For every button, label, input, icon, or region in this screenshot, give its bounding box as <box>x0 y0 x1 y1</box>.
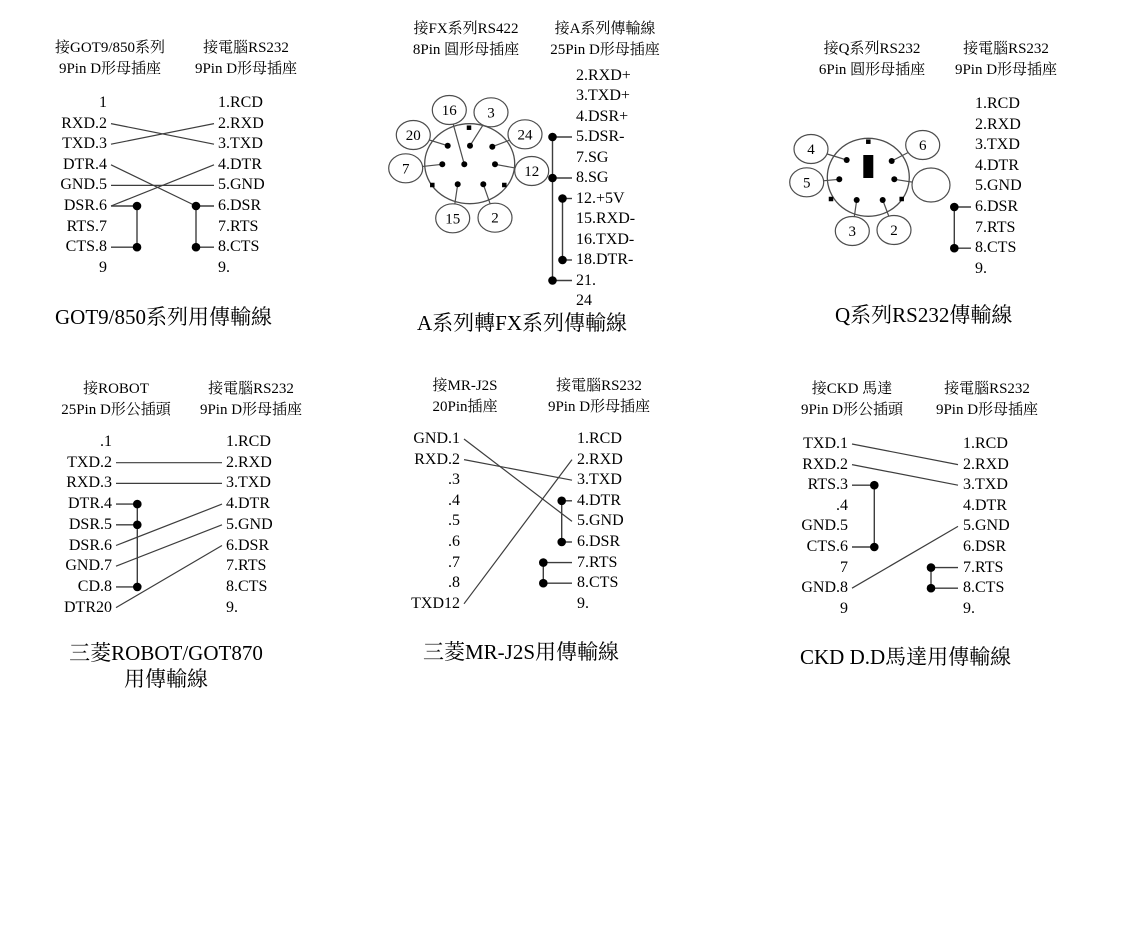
wire-mrj2s <box>464 460 572 604</box>
pin-label-left-got850: GND.5 <box>60 176 107 194</box>
junction-dot-mrj2s <box>539 579 548 588</box>
junction-dot-got850 <box>192 243 201 252</box>
pin-label-right-q232: 5.GND <box>975 177 1022 195</box>
key-square-q232 <box>866 139 871 144</box>
junction-dot-robot <box>133 500 142 509</box>
pin-label-left-ckd: 9 <box>840 599 848 617</box>
key-square-a2fx <box>467 125 472 130</box>
right-header-a2fx: 25Pin D形母插座 <box>550 42 660 58</box>
pin-bubble-label-a2fx: 24 <box>517 127 533 144</box>
pin-label-left-robot: CD.8 <box>77 577 112 595</box>
connector-pin-q232 <box>889 158 895 164</box>
pin-label-left-mrj2s: .7 <box>448 553 460 571</box>
caption-mrj2s: 三菱MR-J2S用傳輸線 <box>423 640 620 664</box>
junction-dot-ckd <box>927 563 936 572</box>
pin-label-right-robot: 4.DTR <box>226 495 270 513</box>
connector-key-q232 <box>863 155 873 178</box>
pin-label-right-got850: 8.CTS <box>218 238 260 256</box>
junction-dot-got850 <box>133 202 142 211</box>
pin-label-left-robot: GND.7 <box>65 557 112 575</box>
pin-label-right-ckd: 9. <box>963 599 975 617</box>
pin-label-right-a2fx: 24 <box>576 292 592 309</box>
pin-bubble-label-a2fx: 15 <box>445 211 461 228</box>
junction-dot-got850 <box>133 243 142 252</box>
connector-pin-q232 <box>891 176 897 182</box>
connector-pin-a2fx <box>461 161 467 167</box>
pin-label-right-mrj2s: 4.DTR <box>577 491 621 509</box>
pin-label-right-robot: 5.GND <box>226 515 273 533</box>
caption-robot: 用傳輸線 <box>124 667 208 691</box>
pin-label-left-ckd: RXD.2 <box>802 455 848 473</box>
pin-label-right-a2fx: 2.RXD+ <box>576 66 631 84</box>
caption-got850: GOT9/850系列用傳輸線 <box>55 305 272 329</box>
pin-label-right-ckd: 8.CTS <box>963 579 1005 597</box>
pin-label-right-a2fx: 18.DTR- <box>576 251 634 268</box>
pin-label-right-q232: 1.RCD <box>975 95 1020 112</box>
left-header-got850: 9Pin D形母插座 <box>58 61 162 77</box>
key-square-q232 <box>899 197 904 202</box>
pin-label-right-a2fx: 12.+5V <box>576 189 625 207</box>
right-header-ckd: 9Pin D形母插座 <box>935 402 1039 418</box>
right-header-ckd: 接電腦RS232 <box>944 381 1030 397</box>
pin-label-left-robot: .1 <box>100 433 112 450</box>
connector-pin-a2fx <box>467 143 473 149</box>
wire-mrj2s <box>464 460 572 481</box>
pin-label-left-got850: 9 <box>99 258 107 276</box>
pin-label-right-mrj2s: 7.RTS <box>577 553 618 571</box>
junction-dot-ckd <box>927 584 936 593</box>
connector-pin-a2fx <box>445 143 451 149</box>
pin-label-right-q232: 7.RTS <box>975 218 1016 236</box>
pin-label-left-robot: DSR.6 <box>68 536 112 554</box>
pin-label-right-robot: 2.RXD <box>226 453 272 471</box>
junction-dot-ckd <box>870 543 879 552</box>
connector-pin-a2fx <box>480 181 486 187</box>
junction-dot-got850 <box>192 202 201 211</box>
pin-label-left-robot: TXD.2 <box>67 453 112 471</box>
pin-label-left-got850: TXD.3 <box>62 135 107 153</box>
wire-mrj2s <box>464 439 572 521</box>
pin-label-left-ckd: 7 <box>840 558 848 576</box>
key-square-q232 <box>829 197 834 202</box>
pin-label-left-ckd: CTS.6 <box>806 538 848 555</box>
pin-label-right-mrj2s: 6.DSR <box>577 533 621 550</box>
pin-label-right-mrj2s: 2.RXD <box>577 450 623 468</box>
left-header-a2fx: 8Pin 圓形母插座 <box>412 42 520 58</box>
left-header-ckd: 接CKD 馬達 <box>811 381 893 397</box>
pin-label-right-robot: 8.CTS <box>226 577 268 595</box>
right-header-q232: 接電腦RS232 <box>963 41 1049 57</box>
left-header-a2fx: 接FX系列RS422 <box>413 21 519 37</box>
pin-label-right-mrj2s: 1.RCD <box>577 430 622 447</box>
pin-label-right-got850: 3.TXD <box>218 135 263 153</box>
pin-label-right-q232: 3.TXD <box>975 136 1020 154</box>
pin-label-right-got850: 9. <box>218 258 230 276</box>
connector-pin-a2fx <box>455 181 461 187</box>
pin-label-right-mrj2s: 3.TXD <box>577 471 622 489</box>
pin-label-right-q232: 8.CTS <box>975 239 1017 257</box>
pin-label-left-ckd: GND.8 <box>801 579 848 597</box>
connector-pin-a2fx <box>492 161 498 167</box>
pin-label-left-robot: DSR.5 <box>68 515 112 533</box>
pin-label-right-ckd: 4.DTR <box>963 496 1007 514</box>
junction-dot-a2fx <box>548 276 557 285</box>
right-header-mrj2s: 9Pin D形母插座 <box>547 399 651 415</box>
pin-label-left-got850: RXD.2 <box>61 114 107 132</box>
pin-label-right-a2fx: 7.SG <box>576 148 609 166</box>
pin-label-right-q232: 9. <box>975 259 987 277</box>
pin-label-left-got850: RTS.7 <box>66 217 107 235</box>
pin-label-right-robot: 6.DSR <box>226 536 270 554</box>
pin-label-right-ckd: 5.GND <box>963 517 1010 535</box>
pin-label-left-ckd: TXD.1 <box>803 435 848 452</box>
pin-label-left-got850: DTR.4 <box>63 155 107 173</box>
pin-label-right-mrj2s: 5.GND <box>577 512 624 530</box>
wire-ckd <box>852 444 958 465</box>
junction-dot-a2fx <box>548 133 557 142</box>
pin-bubble-label-q232: 5 <box>802 175 811 192</box>
wire-ckd <box>852 465 958 486</box>
pin-label-left-mrj2s: .3 <box>448 471 460 489</box>
pin-label-left-ckd: RTS.3 <box>807 476 848 494</box>
left-header-robot: 接ROBOT <box>83 381 149 397</box>
connector-pin-a2fx <box>489 144 495 150</box>
left-header-robot: 25Pin D形公插頭 <box>61 402 171 418</box>
pin-label-left-mrj2s: .4 <box>448 491 460 509</box>
pin-label-left-mrj2s: GND.1 <box>413 430 460 447</box>
pin-label-right-q232: 2.RXD <box>975 115 1021 133</box>
junction-dot-a2fx <box>558 194 567 203</box>
left-header-mrj2s: 接MR-J2S <box>432 378 498 394</box>
pin-bubble-label-q232: 6 <box>918 138 927 154</box>
wire-robot <box>116 546 222 608</box>
wire-robot <box>116 525 222 566</box>
pin-label-right-got850: 2.RXD <box>218 114 264 132</box>
pin-bubble-label-q232: 4 <box>807 142 815 158</box>
pin-label-right-q232: 4.DTR <box>975 156 1019 174</box>
pin-label-right-mrj2s: 8.CTS <box>577 574 619 592</box>
connector-pin-q232 <box>854 197 860 203</box>
pin-label-right-robot: 7.RTS <box>226 557 267 575</box>
left-header-q232: 接Q系列RS232 <box>823 41 921 57</box>
junction-dot-mrj2s <box>539 558 548 567</box>
pin-bubble-label-q232: 3 <box>848 224 857 240</box>
pin-label-left-ckd: GND.5 <box>801 517 848 535</box>
pin-label-right-robot: 3.TXD <box>226 474 271 492</box>
junction-dot-a2fx <box>558 256 567 265</box>
pin-bubble-label-a2fx: 12 <box>524 164 540 180</box>
pin-label-right-q232: 6.DSR <box>975 198 1019 215</box>
left-header-mrj2s: 20Pin插座 <box>432 399 498 415</box>
right-header-robot: 9Pin D形母插座 <box>199 402 303 418</box>
junction-dot-a2fx <box>548 174 557 183</box>
right-header-robot: 接電腦RS232 <box>208 381 294 397</box>
pin-label-left-robot: DTR.4 <box>68 495 112 513</box>
right-header-got850: 9Pin D形母插座 <box>194 61 298 77</box>
pin-label-right-got850: 4.DTR <box>218 155 262 173</box>
right-header-a2fx: 接A系列傳輸線 <box>554 21 656 37</box>
pin-label-left-robot: DTR20 <box>64 598 112 616</box>
pin-label-right-got850: 7.RTS <box>218 217 259 235</box>
pin-label-left-mrj2s: .6 <box>448 533 460 550</box>
pin-bubble-q232 <box>912 168 950 202</box>
pin-bubble-label-a2fx: 3 <box>487 105 495 122</box>
caption-robot: 三菱ROBOT/GOT870 <box>69 641 263 665</box>
pin-label-right-a2fx: 15.RXD- <box>576 210 636 227</box>
pin-label-left-got850: CTS.8 <box>65 238 107 256</box>
right-header-got850: 接電腦RS232 <box>203 40 289 56</box>
pin-label-left-robot: RXD.3 <box>66 474 112 492</box>
pin-label-right-got850: 1.RCD <box>218 94 263 111</box>
pin-label-left-mrj2s: TXD12 <box>411 594 460 612</box>
pin-label-right-ckd: 6.DSR <box>963 538 1007 555</box>
pin-label-right-ckd: 2.RXD <box>963 455 1009 473</box>
pin-bubble-label-a2fx: 2 <box>491 210 499 227</box>
pin-bubble-label-q232: 2 <box>890 223 898 239</box>
key-square-a2fx <box>430 183 435 188</box>
pin-label-right-got850: 6.DSR <box>218 197 262 214</box>
left-header-ckd: 9Pin D形公插頭 <box>800 402 904 418</box>
junction-dot-robot <box>133 583 142 592</box>
pin-label-left-got850: 1 <box>99 94 107 111</box>
junction-dot-mrj2s <box>557 497 566 506</box>
pin-label-right-a2fx: 3.TXD+ <box>576 87 630 104</box>
right-header-q232: 9Pin D形母插座 <box>954 62 1058 78</box>
pin-bubble-label-a2fx: 16 <box>441 103 457 119</box>
pin-label-right-ckd: 1.RCD <box>963 435 1008 452</box>
pin-label-right-a2fx: 4.DSR+ <box>576 107 629 125</box>
pin-bubble-label-a2fx: 20 <box>405 128 421 144</box>
pin-label-right-robot: 1.RCD <box>226 433 271 450</box>
connector-pin-q232 <box>880 197 886 203</box>
junction-dot-q232 <box>950 244 959 253</box>
pin-label-right-robot: 9. <box>226 598 238 616</box>
pin-label-right-mrj2s: 9. <box>577 594 589 612</box>
junction-dot-mrj2s <box>557 538 566 547</box>
caption-ckd: CKD D.D馬達用傳輸線 <box>800 645 1012 669</box>
pin-label-right-a2fx: 8.SG <box>576 169 609 186</box>
pin-label-left-mrj2s: .5 <box>448 512 460 530</box>
caption-a2fx: A系列轉FX系列傳輸線 <box>417 311 628 335</box>
key-square-a2fx <box>502 183 507 188</box>
pin-label-right-got850: 5.GND <box>218 176 265 194</box>
connector-body-a2fx <box>425 124 515 204</box>
pin-label-left-mrj2s: RXD.2 <box>414 450 460 468</box>
pin-bubble-label-a2fx: 7 <box>401 161 410 178</box>
junction-dot-ckd <box>870 481 879 490</box>
pin-label-right-ckd: 7.RTS <box>963 558 1004 576</box>
connector-pin-q232 <box>836 176 842 182</box>
wire-ckd <box>852 526 958 588</box>
pin-label-right-a2fx: 16.TXD- <box>576 230 635 248</box>
pin-label-left-got850: DSR.6 <box>63 197 107 214</box>
connector-pin-q232 <box>844 157 850 163</box>
left-header-q232: 6Pin 圓形母插座 <box>818 62 926 78</box>
pin-label-right-ckd: 3.TXD <box>963 476 1008 494</box>
pin-label-left-mrj2s: .8 <box>448 574 460 592</box>
junction-dot-robot <box>133 521 142 530</box>
caption-q232: Q系列RS232傳輸線 <box>835 303 1013 327</box>
junction-dot-q232 <box>950 203 959 212</box>
pin-label-right-a2fx: 5.DSR- <box>576 128 625 145</box>
right-header-mrj2s: 接電腦RS232 <box>556 378 642 394</box>
connector-pin-a2fx <box>439 161 445 167</box>
left-header-got850: 接GOT9/850系列 <box>55 40 165 56</box>
pin-label-left-ckd: .4 <box>836 496 848 514</box>
pin-label-right-a2fx: 21. <box>576 271 596 289</box>
